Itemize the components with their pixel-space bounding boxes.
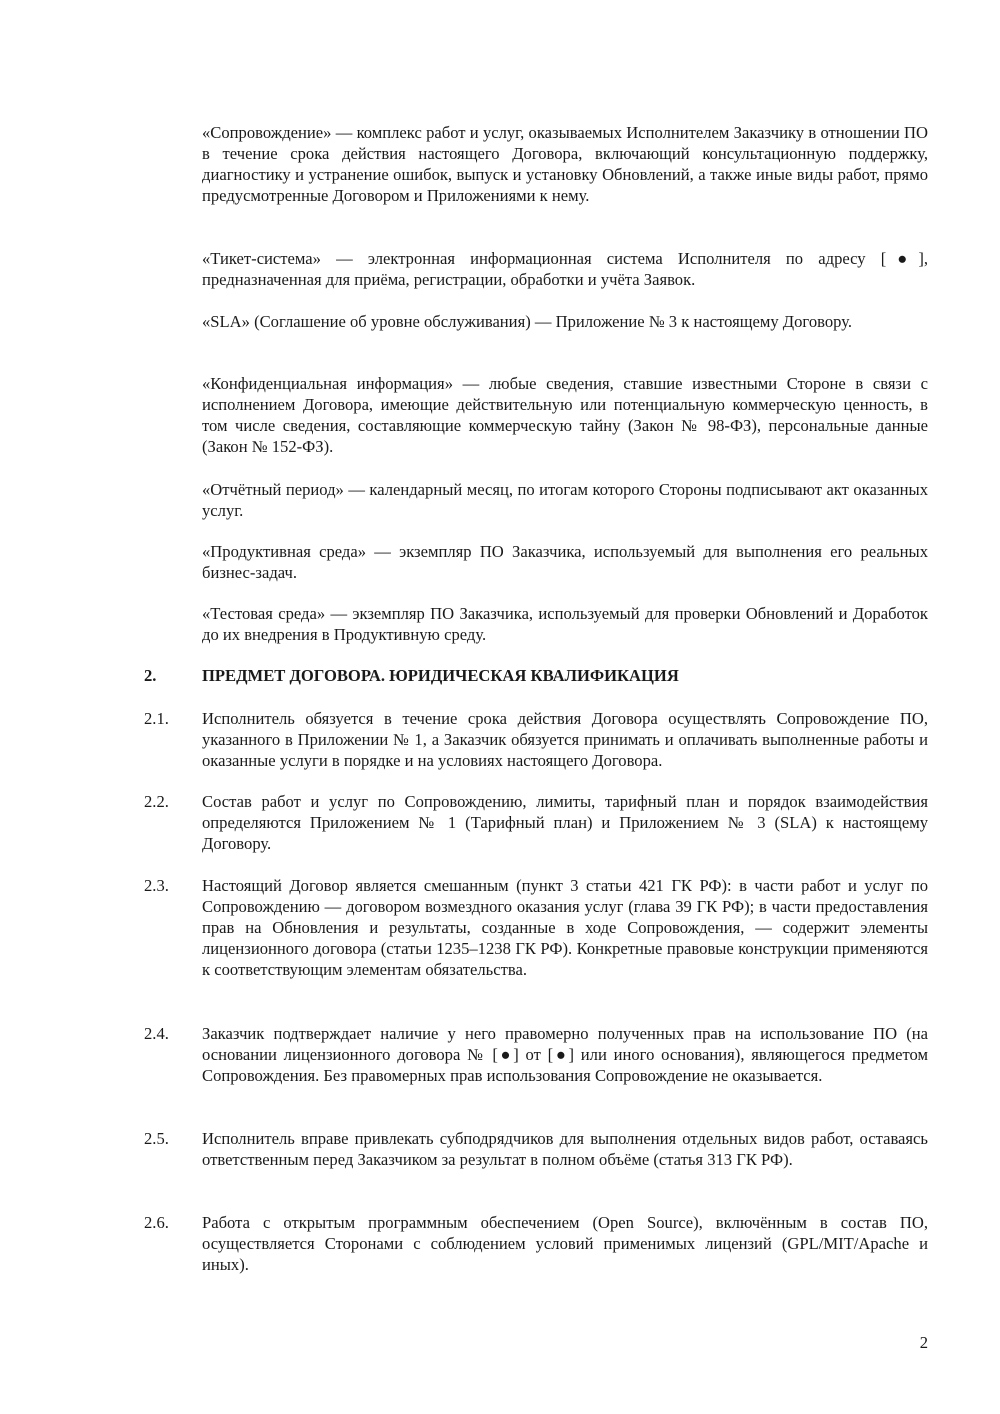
clause-2-1 bbox=[144, 708, 928, 771]
definition-confidential-info: «Конфиденциальная информация» — любые сведения, ставшие известными Стороне в связи с исполнением Договора, имеющие действительную или потенциальную коммерческую ценность, в том числе сведения, составляющие коммерческую тайну (Закон № 98-ФЗ), персональные данные (Закон № 152-ФЗ). bbox=[202, 374, 928, 456]
section-number: 2. bbox=[144, 666, 157, 685]
clause-number: 2.1. bbox=[144, 709, 169, 728]
clause-text: Настоящий Договор является смешанным (пункт 3 статьи 421 ГК РФ): в части работ и услуг по Сопровождению — договором возмездного оказания услуг (глава 39 ГК РФ); в части предоставления прав на Обновления и результаты, созданные в ходе Сопровождения, — содержит элементы лицензионного договора (статьи 1235–1238 ГК РФ). Конкретные правовые конструкции применяются к соответствующим элементам обязательства. bbox=[202, 876, 928, 979]
clause-text: Состав работ и услуг по Сопровождению, лимиты, тарифный план и порядок взаимодействия определяются Приложением № 1 (Тарифный план) и Приложением № 3 (SLA) к настоящему Договору. bbox=[202, 792, 928, 853]
page-number: 2 bbox=[919, 1333, 928, 1352]
definition-ticket-system: «Тикет-система» — электронная информационная система Исполнителя по адресу [●], предназначенная для приёма, регистрации, обработки и учёта Заявок. bbox=[202, 249, 928, 289]
definition-production-env: «Продуктивная среда» — экземпляр ПО Заказчика, используемый для выполнения его реальных бизнес-задач. bbox=[202, 542, 928, 582]
clause-2-5 bbox=[144, 1128, 928, 1170]
clause-number: 2.6. bbox=[144, 1213, 169, 1232]
definition-test-env: «Тестовая среда» — экземпляр ПО Заказчика, используемый для проверки Обновлений и Доработок до их внедрения в Продуктивную среду. bbox=[202, 604, 928, 644]
definition-reporting-period: «Отчётный период» — календарный месяц, по итогам которого Стороны подписывают акт оказанных услуг. bbox=[202, 480, 928, 520]
definition-sla: «SLA» (Соглашение об уровне обслуживания) — Приложение № 3 к настоящему Договору. bbox=[202, 312, 852, 331]
clause-text: Исполнитель обязуется в течение срока действия Договора осуществлять Сопровождение ПО, указанного в Приложении № 1, а Заказчик обязуется принимать и оплачивать выполненные работы и оказанные услуги в порядке и на условиях настоящего Договора. bbox=[202, 709, 928, 770]
clause-number: 2.2. bbox=[144, 792, 169, 811]
clause-number: 2.5. bbox=[144, 1129, 169, 1148]
clause-number: 2.4. bbox=[144, 1024, 169, 1043]
section-title: ПРЕДМЕТ ДОГОВОРА. ЮРИДИЧЕСКАЯ КВАЛИФИКАЦИЯ bbox=[202, 666, 679, 685]
clause-2-2 bbox=[144, 791, 928, 854]
clause-2-6 bbox=[144, 1212, 928, 1275]
clause-text: Работа с открытым программным обеспечением (Open Source), включённым в состав ПО, осуществляется Сторонами с соблюдением условий применимых лицензий (GPL/MIT/Apache и иных). bbox=[202, 1213, 928, 1274]
clause-2-4 bbox=[144, 1023, 928, 1086]
clause-2-3 bbox=[144, 875, 928, 980]
clause-number: 2.3. bbox=[144, 876, 169, 895]
clause-text: Исполнитель вправе привлекать субподрядчиков для выполнения отдельных видов работ, оставаясь ответственным перед Заказчиком за результат в полном объёме (статья 313 ГК РФ). bbox=[202, 1129, 928, 1169]
definition-soprovozhdenie: «Сопровождение» — комплекс работ и услуг, оказываемых Исполнителем Заказчику в отношении ПО в течение срока действия настоящего Договора, включающий консультационную поддержку, диагностику и устранение ошибок, выпуск и установку Обновлений, а также иные виды работ, прямо предусмотренные Договором и Приложениями к нему. bbox=[202, 123, 928, 205]
clause-text: Заказчик подтверждает наличие у него правомерно полученных прав на использование ПО (на основании лицензионного договора № [●] от [●] или иного основания), являющегося предметом Сопровождения. Без правомерных прав использования Сопровождение не оказывается. bbox=[202, 1024, 928, 1085]
